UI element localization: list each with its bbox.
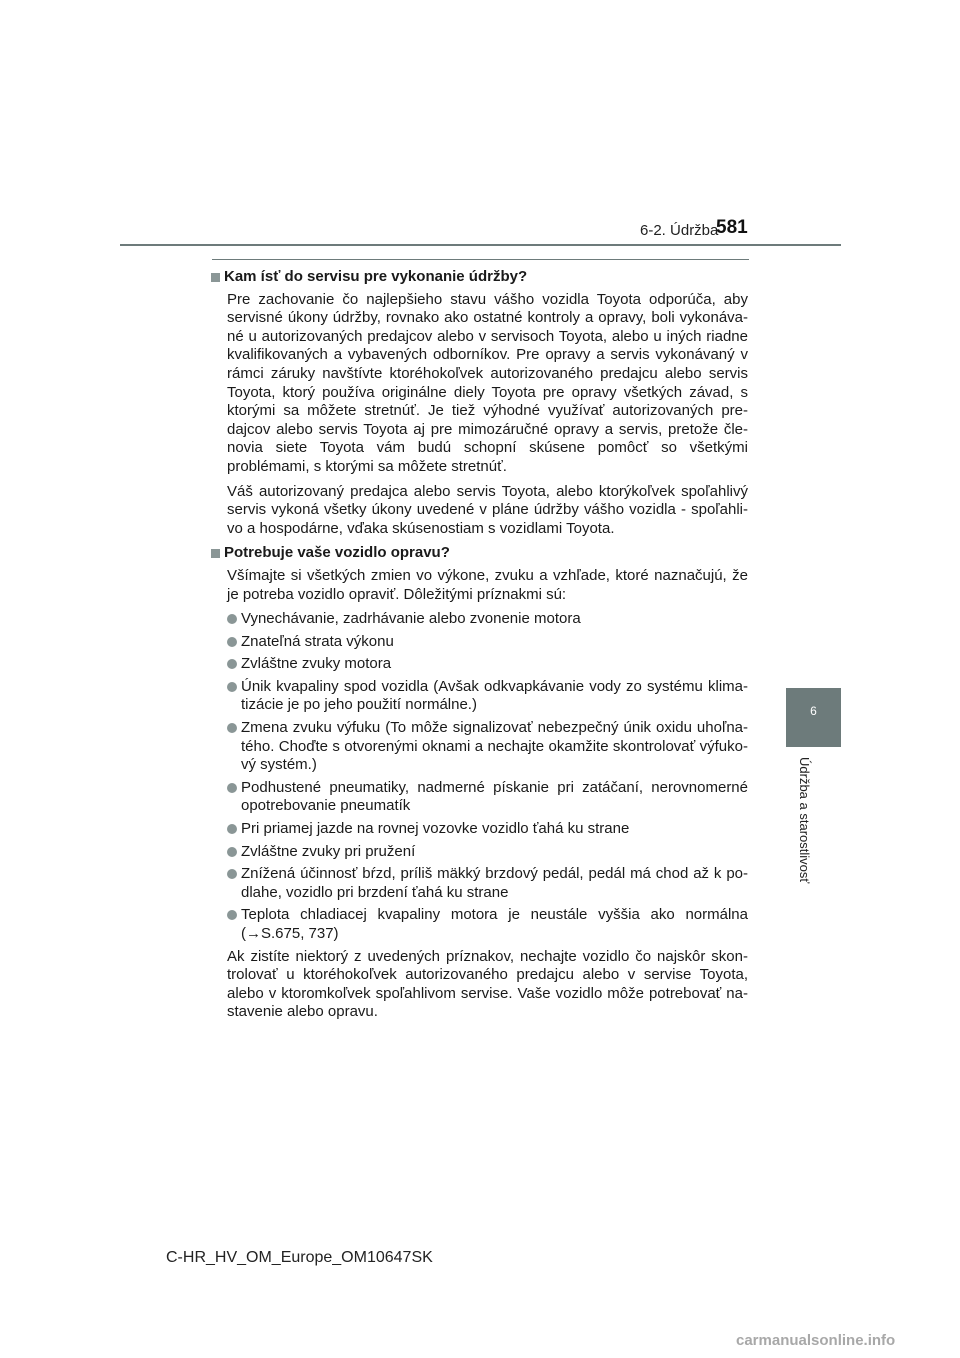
list-item: Zvláštne zvuky pri pružení: [227, 843, 748, 862]
paragraph: Všímajte si všetkých zmien vo výkone, zvuku a vzhľade, ktoré naznačujú, že je potreba vozidlo opraviť. Dôležitými príznakmi sú:: [227, 566, 748, 603]
list-item: Pri priamej jazde na rovnej vozovke vozidlo ťahá ku strane: [227, 820, 748, 839]
list-item: Znateľná strata výkonu: [227, 633, 748, 652]
section-heading-text: Kam ísť do servisu pre vykonanie údržby?: [224, 268, 528, 285]
circle-bullet-icon: [227, 614, 237, 624]
chapter-tab-title: Údržba a starostlivosť: [797, 757, 812, 884]
list-item: Teplota chladiacej kvapaliny motora je neustále vyššia ako normálna (→S.675, 737): [227, 906, 748, 943]
circle-bullet-icon: [227, 682, 237, 692]
square-bullet-icon: [211, 549, 220, 558]
section-heading-text: Potrebuje vaše vozidlo opravu?: [224, 544, 450, 562]
page-number: 581: [716, 217, 748, 238]
symptom-list: [227, 610, 748, 944]
paragraph: Váš autorizovaný predajca alebo servis Toyota, alebo ktorýkoľvek spoľahlivý servis vykoná všetky úkony uvedené v pláne údržby vášho vozidla - spoľahli-vo a hospodárne, vďaka skúsenostiam s vozidlami Toyota.: [227, 482, 748, 537]
square-bullet-icon: [211, 273, 220, 282]
section-heading-service: [211, 268, 748, 287]
circle-bullet-icon: [227, 824, 237, 834]
list-item: Únik kvapaliny spod vozidla (Avšak odkvapkávanie vody zo systému klima-tizácie je po jeho použití normálne.): [227, 678, 748, 715]
list-item: Zvláštne zvuky motora: [227, 655, 748, 674]
paragraph: Ak zistíte niektorý z uvedených príznakov, nechajte vozidlo čo najskôr skon-trolovať u ktoréhokoľvek autorizovaného predajcu alebo v servise Toyota, alebo v ktoromkoľvek spoľahlivom servise. Vaše vozidlo môže potrebovať na-stavenie alebo opravu.: [227, 947, 748, 1021]
header-section-title: 6-2. Údržba: [640, 222, 719, 239]
circle-bullet-icon: [227, 869, 237, 879]
circle-bullet-icon: [227, 847, 237, 857]
list-item: Znížená účinnosť bŕzd, príliš mäkký brzdový pedál, pedál má chod až k po-dlahe, vozidlo pri brzdení ťahá ku strane: [227, 865, 748, 902]
chapter-tab-number: 6: [810, 704, 817, 718]
list-item: Podhustené pneumatiky, nadmerné pískanie pri zatáčaní, nerovnomerné opotrebovanie pneumatík: [227, 779, 748, 816]
circle-bullet-icon: [227, 783, 237, 793]
circle-bullet-icon: [227, 659, 237, 669]
circle-bullet-icon: [227, 723, 237, 733]
list-item: Vynechávanie, zadrhávanie alebo zvonenie motora: [227, 610, 748, 629]
list-item: Zmena zvuku výfuku (To môže signalizovať nebezpečný únik oxidu uhoľna-tého. Choďte s otvorenými oknami a nechajte okamžite skontrolovať výfuko-vý systém.): [227, 719, 748, 775]
document-code: C-HR_HV_OM_Europe_OM10647SK: [166, 1249, 433, 1266]
circle-bullet-icon: [227, 910, 237, 920]
watermark: carmanualsonline.info: [736, 1332, 896, 1349]
chapter-tab: [786, 688, 841, 747]
section-heading-repair: [211, 544, 748, 563]
circle-bullet-icon: [227, 637, 237, 647]
main-content: [211, 268, 748, 1028]
content-top-rule: [212, 259, 749, 260]
paragraph: Pre zachovanie čo najlepšieho stavu vášho vozidla Toyota odporúča, aby servisné úkony údržby, rovnako ako ostatné kontroly a opravy, boli vykonáva-né u autorizovaných predajcov alebo v servisoch Toyota, alebo u iných riadne kvalifikovaných a vybavených odborníkov. Pre opravy a servis vykonávaný v rámci záruky navštívte ktoréhokoľvek autorizovaného predajcu alebo servis Toyota, ktorý používa originálne diely Toyota pre opravy všetkých závad, s ktorými sa môžete stretnúť. Je tiež výhodné využívať autorizovaných pre-dajcov alebo servis Toyota aj pre mimozáručné opravy a servis, pretože čle-novia siete Toyota vám budú schopní skúsene pomôcť so všetkými problémami, s ktorými sa môžete stretnúť.: [227, 290, 748, 475]
header-rule: [120, 244, 841, 246]
